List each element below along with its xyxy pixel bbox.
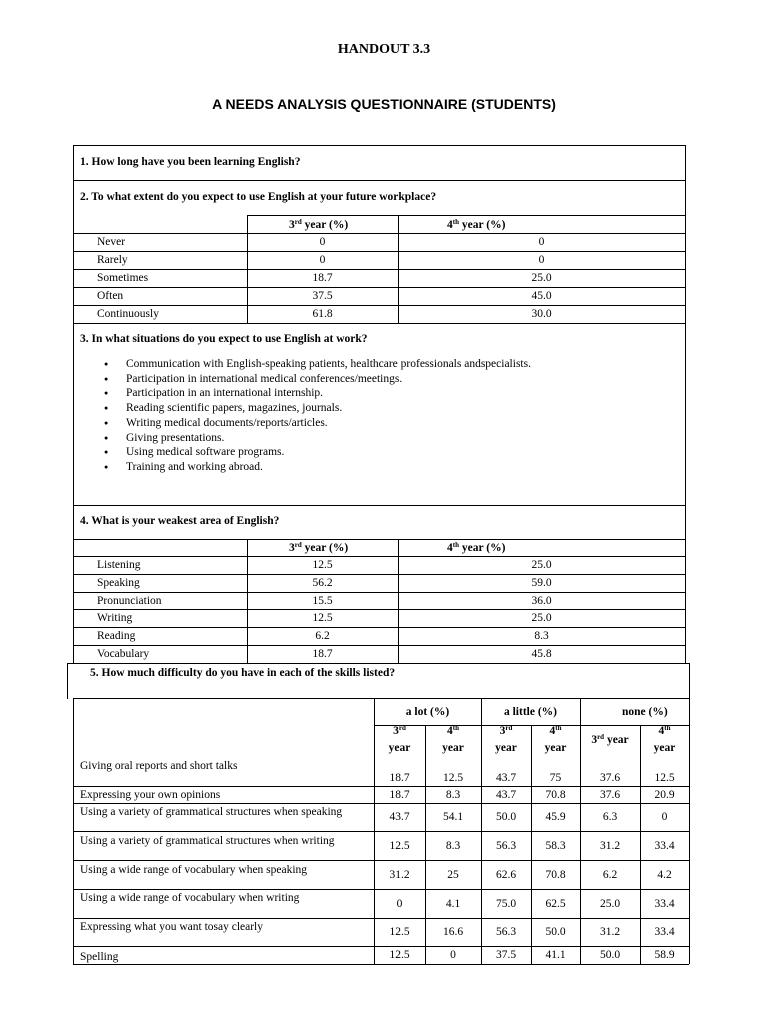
q5-value-alot-4th: 8.3 [445, 839, 461, 852]
q5-group-a-little: a little (%) [503, 706, 557, 718]
q5-value-alittle-3rd: 56.3 [495, 839, 517, 852]
q3-situation-item: ● Communication with English-speaking patients, healthcare professionals andspecialists. [104, 357, 531, 372]
q5-value-none-3rd: 6.3 [602, 811, 618, 823]
q5-value-none-3rd: 50.0 [599, 949, 621, 961]
q5-value-none-3rd: 37.6 [599, 788, 621, 801]
q5-value-alittle-4th: 70.8 [545, 788, 566, 801]
q4-row-4th-year: 59.0 [531, 577, 552, 589]
q5-value-none-4th: 58.9 [654, 949, 675, 961]
q5-row-label: Expressing your own opinions [80, 789, 221, 801]
q4-row-label: Vocabulary [97, 648, 150, 660]
q5-value-alot-3rd: 43.7 [389, 811, 410, 823]
q2-row-label: Often [97, 290, 124, 302]
q5-value-alittle-4th: 62.5 [545, 897, 566, 910]
q4-row-3rd-year: 18.7 [312, 648, 333, 660]
q5-value-alot-4th: 4.1 [445, 897, 461, 910]
q4-header-3rd-year: 3rd year (%) [289, 541, 349, 554]
q5-row-label: Spelling [80, 951, 119, 963]
q5-value-none-4th: 4.2 [657, 868, 672, 881]
q3-situation-item: ● Using medical software programs. [104, 445, 531, 460]
q5-value-alittle-4th: 70.8 [545, 868, 566, 881]
q5-row-label: Giving oral reports and short talks [80, 760, 238, 772]
q5-value-alot-4th: 54.1 [442, 811, 464, 823]
q5-value-alot-3rd: 12.5 [389, 949, 410, 961]
q5-value-none-3rd: 25.0 [599, 897, 621, 910]
q4-header-4th-year: 4th year (%) [447, 541, 506, 554]
q5-value-alittle-3rd: 43.7 [495, 788, 517, 801]
q5-value-alot-3rd: 18.7 [389, 772, 410, 784]
q5-value-none-3rd: 37.6 [599, 772, 621, 784]
q5-value-alot-4th: 0 [450, 949, 456, 961]
q4-row-label: Listening [97, 559, 141, 571]
q5-value-alot-4th: 8.3 [445, 788, 461, 801]
q5-value-alittle-3rd: 43.7 [495, 772, 517, 784]
q5-value-alittle-4th: 50.0 [545, 926, 566, 938]
q5-value-none-3rd: 31.2 [599, 839, 621, 852]
q5-value-alittle-4th: 41.1 [545, 949, 566, 961]
q3-situation-item: ● Participation in international medical conferences/meetings. [104, 372, 531, 387]
q5-value-none-3rd: 31.2 [599, 926, 621, 938]
q3-situation-item: ● Giving presentations. [104, 431, 531, 446]
q4-row-3rd-year: 15.5 [312, 595, 333, 607]
q4-row-label: Pronunciation [97, 595, 162, 607]
q5-value-alittle-4th: 45.9 [545, 811, 566, 823]
q2-row-3rd-year: 0 [319, 236, 326, 248]
q3-situation-item: ● Training and working abroad. [104, 460, 531, 475]
page-title: A NEEDS ANALYSIS QUESTIONNAIRE (STUDENTS) [212, 96, 556, 112]
q2-row-label: Sometimes [97, 272, 149, 284]
q5-value-alot-4th: 12.5 [442, 772, 464, 784]
q5-sub-none-4th: 4th year [653, 724, 676, 754]
q5-value-none-4th: 12.5 [654, 772, 675, 784]
q5-value-alot-3rd: 0 [396, 897, 403, 910]
q5-group-none: none (%) [622, 706, 668, 718]
q4-row-3rd-year: 6.2 [315, 630, 330, 642]
q5-value-alittle-3rd: 56.3 [495, 926, 517, 938]
q5-value-none-4th: 20.9 [654, 788, 675, 801]
q5-sub-alittle-3rd: 3rd year [495, 724, 517, 754]
question-2: 2. To what extent do you expect to use English at your future workplace? [80, 191, 437, 203]
q5-value-alittle-3rd: 75.0 [495, 897, 517, 910]
q4-row-4th-year: 8.3 [534, 630, 549, 642]
q5-value-alittle-4th: 58.3 [545, 839, 566, 852]
q2-row-4th-year: 30.0 [531, 308, 552, 320]
q4-row-4th-year: 25.0 [531, 559, 552, 571]
q5-value-alot-3rd: 31.2 [389, 868, 410, 881]
q5-value-none-3rd: 6.2 [602, 868, 618, 881]
q5-value-alittle-3rd: 37.5 [495, 949, 517, 961]
question-3: 3. In what situations do you expect to use English at work? [80, 333, 368, 345]
q5-value-none-4th: 33.4 [654, 926, 675, 938]
q5-sub-none-3rd: 3rd year [591, 733, 629, 746]
q5-row-label: Using a wide range of vocabulary when writing [80, 892, 300, 904]
q5-row-label: Using a wide range of vocabulary when speaking [80, 864, 308, 876]
q3-situation-item: ● Reading scientific papers, magazines, journals. [104, 401, 531, 416]
q5-value-none-4th: 33.4 [654, 839, 675, 852]
q5-group-a-lot: a lot (%) [405, 706, 450, 718]
q2-row-3rd-year: 61.8 [312, 308, 333, 320]
q5-row-label: Using a variety of grammatical structures when speaking [80, 806, 343, 818]
q3-situations-list [104, 357, 531, 475]
q5-value-alittle-3rd: 50.0 [495, 811, 517, 823]
q2-row-4th-year: 45.0 [531, 290, 552, 302]
q5-value-alot-3rd: 18.7 [389, 788, 410, 801]
q2-row-label: Continuously [97, 308, 159, 320]
q5-value-alot-4th: 25 [447, 868, 459, 881]
q4-row-label: Writing [97, 612, 133, 624]
q5-sub-alot-3rd: 3rd year [388, 724, 411, 754]
handout-number: HANDOUT 3.3 [337, 42, 431, 57]
q2-row-4th-year: 25.0 [531, 272, 552, 284]
q5-value-alot-4th: 16.6 [442, 926, 464, 938]
q2-row-label: Rarely [97, 254, 128, 266]
q4-row-3rd-year: 12.5 [312, 612, 333, 624]
q4-row-4th-year: 25.0 [531, 612, 552, 624]
q5-sub-alittle-4th: 4th year [544, 724, 567, 754]
q5-value-alot-3rd: 12.5 [389, 926, 410, 938]
q2-row-3rd-year: 18.7 [312, 272, 333, 284]
q5-value-alot-3rd: 12.5 [389, 839, 410, 852]
question-4: 4. What is your weakest area of English? [80, 515, 280, 527]
q5-value-none-4th: 0 [661, 811, 668, 823]
q4-row-label: Reading [97, 630, 136, 642]
q3-situation-item: ● Writing medical documents/reports/articles. [104, 416, 531, 431]
q2-row-3rd-year: 0 [319, 254, 326, 266]
q5-sub-alot-4th: 4th year [442, 724, 464, 754]
q2-header-4th-year: 4th year (%) [447, 218, 506, 231]
q2-row-label: Never [97, 236, 126, 248]
q4-row-3rd-year: 12.5 [312, 559, 333, 571]
q4-row-4th-year: 45.8 [531, 648, 552, 660]
q4-row-4th-year: 36.0 [531, 595, 552, 607]
q5-value-none-4th: 33.4 [654, 897, 675, 910]
q3-situation-item: ● Participation in an international internship. [104, 386, 531, 401]
q4-row-3rd-year: 56.2 [312, 577, 333, 589]
q4-row-label: Speaking [97, 577, 140, 589]
q2-header-3rd-year: 3rd year (%) [289, 218, 349, 231]
question-1: 1. How long have you been learning English? [80, 156, 301, 168]
q5-value-alittle-4th: 75 [549, 772, 562, 784]
q5-row-label: Expressing what you want tosay clearly [80, 921, 263, 933]
q2-row-4th-year: 0 [538, 254, 545, 266]
q5-value-alittle-3rd: 62.6 [495, 868, 517, 881]
q2-row-3rd-year: 37.5 [312, 290, 333, 302]
question-5: 5. How much difficulty do you have in each of the skills listed? [90, 667, 396, 679]
q5-row-label: Using a variety of grammatical structures when writing [80, 835, 335, 847]
q2-row-4th-year: 0 [538, 236, 545, 248]
